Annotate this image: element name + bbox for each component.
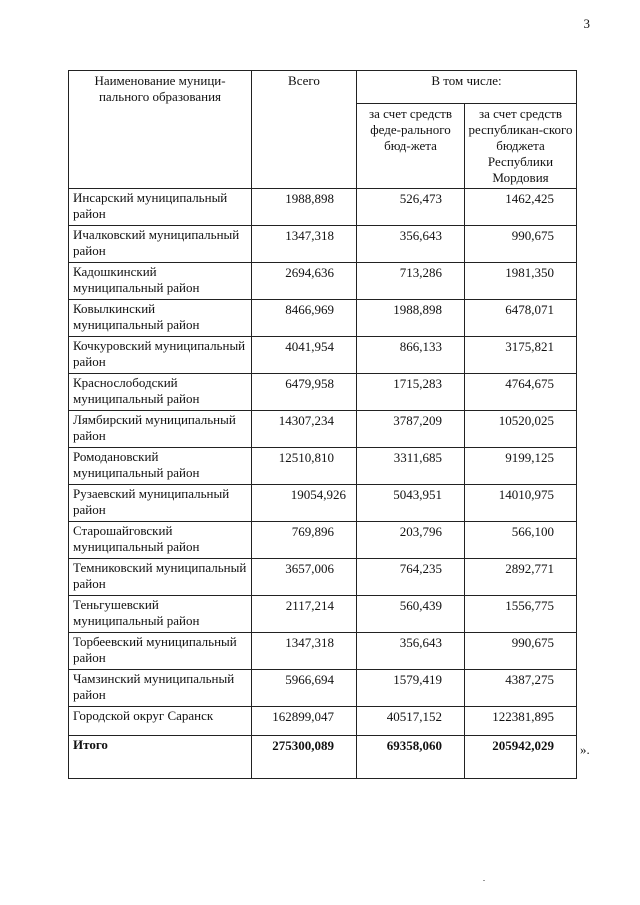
table-row (69, 263, 577, 300)
cell-name: Городской округ Саранск (69, 707, 252, 736)
cell-federal: 1988,898 (357, 300, 465, 337)
cell-total: 1988,898 (252, 189, 357, 226)
cell-federal: 526,473 (357, 189, 465, 226)
cell-republic: 14010,975 (465, 485, 577, 522)
table-row (69, 189, 577, 226)
cell-total: 12510,810 (252, 448, 357, 485)
page-number: 3 (583, 16, 590, 31)
cell-total: 2694,636 (252, 263, 357, 300)
table-row (69, 374, 577, 411)
cell-total: 1347,318 (252, 633, 357, 670)
cell-name: Чамзинский муниципальный район (69, 670, 252, 707)
cell-name: Рузаевский муниципальный район (69, 485, 252, 522)
total-cell-name: Итого (69, 736, 252, 779)
cell-republic: 4764,675 (465, 374, 577, 411)
table-row (69, 337, 577, 374)
cell-name: Краснослободский муниципальный район (69, 374, 252, 411)
cell-republic: 1981,350 (465, 263, 577, 300)
table-row (69, 226, 577, 263)
cell-federal: 356,643 (357, 633, 465, 670)
cell-name: Лямбирский муниципальный район (69, 411, 252, 448)
cell-federal: 1715,283 (357, 374, 465, 411)
cell-total: 8466,969 (252, 300, 357, 337)
cell-republic: 10520,025 (465, 411, 577, 448)
cell-republic: 3175,821 (465, 337, 577, 374)
table-row (69, 300, 577, 337)
cell-name: Ичалковский муниципальный район (69, 226, 252, 263)
table-row (69, 522, 577, 559)
cell-federal: 203,796 (357, 522, 465, 559)
cell-republic: 9199,125 (465, 448, 577, 485)
total-cell-total: 275300,089 (252, 736, 357, 779)
table-row (69, 633, 577, 670)
cell-total: 19054,926 (252, 485, 357, 522)
cell-name: Торбеевский муниципальный район (69, 633, 252, 670)
cell-total: 6479,958 (252, 374, 357, 411)
cell-name: Теньгушевский муниципальный район (69, 596, 252, 633)
cell-federal: 713,286 (357, 263, 465, 300)
total-cell-federal: 69358,060 (357, 736, 465, 779)
table-row (69, 485, 577, 522)
cell-federal: 5043,951 (357, 485, 465, 522)
cell-name: Кочкуровский муниципальный район (69, 337, 252, 374)
cell-total: 4041,954 (252, 337, 357, 374)
budget-table (68, 70, 577, 779)
header-name: Наименование муници-пального образования (69, 71, 252, 189)
cell-federal: 764,235 (357, 559, 465, 596)
cell-name: Темниковский муниципальный район (69, 559, 252, 596)
closing-quote: ». (580, 742, 590, 757)
header-republic: за счет средств республикан-ского бюджета Республики Мордовия (465, 104, 577, 189)
cell-federal: 1579,419 (357, 670, 465, 707)
cell-total: 162899,047 (252, 707, 357, 736)
table-row (69, 707, 577, 736)
cell-republic: 122381,895 (465, 707, 577, 736)
cell-republic: 4387,275 (465, 670, 577, 707)
table-row (69, 559, 577, 596)
cell-name: Ковылкинский муниципальный район (69, 300, 252, 337)
cell-republic: 1462,425 (465, 189, 577, 226)
cell-federal: 3787,209 (357, 411, 465, 448)
table-body (69, 189, 577, 779)
cell-republic: 990,675 (465, 226, 577, 263)
budget-table-wrapper (68, 70, 576, 779)
header-including: В том числе: (357, 71, 577, 104)
cell-federal: 40517,152 (357, 707, 465, 736)
header-total: Всего (252, 71, 357, 189)
cell-republic: 990,675 (465, 633, 577, 670)
cell-republic: 2892,771 (465, 559, 577, 596)
cell-republic: 566,100 (465, 522, 577, 559)
cell-federal: 3311,685 (357, 448, 465, 485)
cell-federal: 866,133 (357, 337, 465, 374)
scan-speck (483, 880, 485, 881)
table-row (69, 670, 577, 707)
cell-name: Старошайговский муниципальный район (69, 522, 252, 559)
cell-total: 2117,214 (252, 596, 357, 633)
table-row (69, 411, 577, 448)
cell-name: Инсарский муниципальный район (69, 189, 252, 226)
header-federal: за счет средств феде-рального бюд-жета (357, 104, 465, 189)
cell-total: 14307,234 (252, 411, 357, 448)
cell-name: Ромодановский муниципальный район (69, 448, 252, 485)
cell-total: 1347,318 (252, 226, 357, 263)
table-row (69, 596, 577, 633)
total-cell-republic: 205942,029 (465, 736, 577, 779)
cell-name: Кадошкинский муниципальный район (69, 263, 252, 300)
cell-federal: 356,643 (357, 226, 465, 263)
cell-republic: 6478,071 (465, 300, 577, 337)
cell-total: 5966,694 (252, 670, 357, 707)
totals-row (69, 736, 577, 779)
cell-total: 769,896 (252, 522, 357, 559)
cell-federal: 560,439 (357, 596, 465, 633)
cell-republic: 1556,775 (465, 596, 577, 633)
cell-total: 3657,006 (252, 559, 357, 596)
table-row (69, 448, 577, 485)
